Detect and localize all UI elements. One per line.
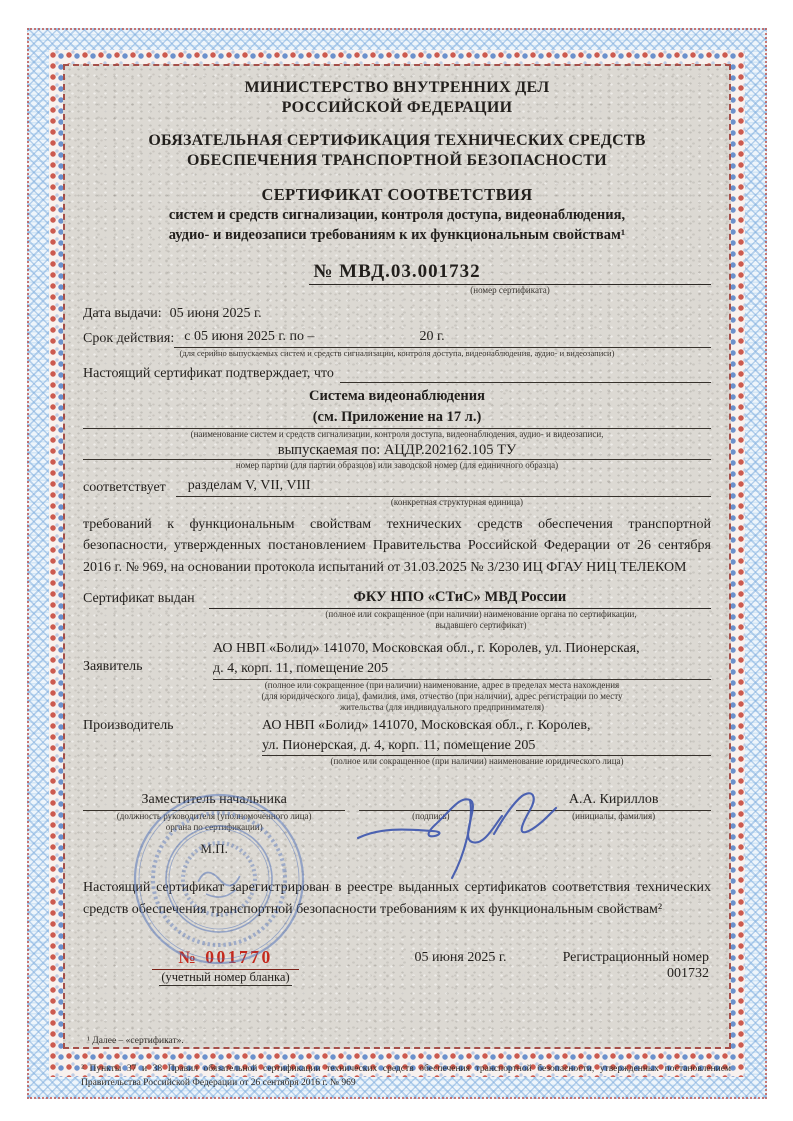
product-annex-note: (см. Приложение на 17 л.): [312, 409, 482, 426]
blank-number-block: [83, 947, 368, 986]
footnote-2: ² Пункты 37 и 38 Правил обязательной сертификации технических средств обеспечения транспортной безопасности, утвержденных постановлением Правительства Российской Федерации от 26 сентября 2016 г. № 969: [81, 1064, 731, 1089]
applicant-value-line2: д. 4, корп. 11, помещение 205: [213, 659, 711, 680]
conforms-value: разделам V, VII, VIII: [187, 477, 311, 493]
issued-by-row: [83, 588, 711, 609]
signatory-name-column: [516, 792, 711, 858]
conforms-row: [83, 477, 711, 497]
validity-blank-gap: [315, 328, 420, 346]
signature-caption: (подпись): [412, 810, 450, 821]
issued-by-value: ФКУ НПО «СТиС» МВД России: [209, 588, 711, 609]
bottom-row: [83, 947, 711, 986]
produced-caption: номер партии (для партии образцов) или заводской номер (для единичного образца): [235, 460, 559, 471]
bottom-date: 05 июня 2025 г.: [414, 949, 507, 965]
issued-by-caption-line2: выдавшего сертификат): [435, 619, 527, 630]
applicant-value-line1: АО НВП «Болид» 141070, Московская обл., г. Королев, ул. Пионерская,: [213, 641, 640, 657]
document-subtitle-line1: систем и средств сигнализации, контроля доступа, видеонаблюдения,: [168, 207, 626, 224]
applicant-caption-line1: (полное или сокращенное (при наличии) наименование, адрес в пределах места нахождения: [264, 679, 620, 690]
applicant-caption-line2: (для юридического лица), фамилия, имя, отчество (при наличии), адрес регистрации по месту: [261, 691, 623, 702]
manufacturer-value-line1: АО НВП «Болид» 141070, Московская обл., г. Королев,: [262, 717, 591, 733]
document-title: СЕРТИФИКАТ СООТВЕТСТВИЯ: [261, 185, 533, 205]
issued-by-caption-line1: (полное или сокращенное (при наличии) наименование органа по сертификации,: [325, 608, 637, 619]
product-caption: (наименование систем и средств сигнализации, контроля доступа, видеонаблюдения, аудио- и видеозаписи,: [190, 429, 604, 440]
validity-caption: (для серийно выпускаемых систем и средств сигнализации, контроля доступа, видеонаблюдения, аудио- и видеозаписи): [179, 347, 615, 358]
signature-column: [359, 792, 516, 858]
registration-number: Регистрационный номер 001732: [562, 949, 709, 981]
validity-from-value: с 05 июня 2025 г. по –: [184, 328, 315, 344]
certification-program-line1: ОБЯЗАТЕЛЬНАЯ СЕРТИФИКАЦИЯ ТЕХНИЧЕСКИХ СРЕДСТВ: [148, 132, 646, 150]
issue-date-row: [83, 305, 711, 323]
signature-line: [359, 792, 502, 811]
applicant-caption-line3: жительства (для индивидуального предпринимателя): [339, 702, 545, 713]
certificate-body: [63, 64, 731, 1049]
signatory-position-caption-line2: органа по сертификации): [165, 821, 263, 832]
issued-by-label: Сертификат выдан: [83, 591, 195, 607]
applicant-label: Заявитель: [83, 659, 143, 675]
registration-paragraph: Настоящий сертификат зарегистрирован в реестре выданных сертификатов соответствия технических средств обеспечения транспортной безопасности требованиям к их функциональным свойствам²: [83, 880, 711, 917]
validity-label: Срок действия:: [83, 330, 175, 346]
applicant-row: [83, 639, 711, 680]
manufacturer-row: [83, 716, 711, 757]
ministry-name-line1: МИНИСТЕРСТВО ВНУТРЕННИХ ДЕЛ: [244, 79, 550, 96]
signatory-position-column: [83, 792, 359, 858]
validity-line: [174, 328, 711, 348]
certificate-number-caption: (номер сертификата): [470, 285, 550, 296]
ministry-name-line2: РОССИЙСКОЙ ФЕДЕРАЦИИ: [281, 98, 513, 116]
validity-year-value: 20 г.: [419, 328, 445, 344]
conforms-label: соответствует: [83, 479, 166, 495]
confirmation-intro-row: [83, 365, 711, 383]
footnote-1: ¹ Далее – «сертификат».: [87, 1036, 184, 1046]
signatory-name-caption: (инициалы, фамилия): [572, 810, 656, 821]
signature-block: [83, 792, 711, 858]
signatory-position-caption-line1: (должность руководителя (уполномоченного лица): [116, 810, 312, 821]
conforms-caption: (конкретная структурная единица): [390, 496, 524, 507]
issue-date-label: Дата выдачи:: [83, 306, 162, 322]
requirements-paragraph: требований к функциональным свойствам технических средств обеспечения транспортной безопасности, утвержденных постановлением Правительства Российской Федерации от 26 сентября 2016 г. № 969, на основании протокола испытаний от 31.03.2025 № 3/230 ИЦ ФГАУ НИЦ ТЕЛЕКОМ: [83, 517, 711, 575]
conforms-line: [176, 477, 711, 497]
manufacturer-caption: (полное или сокращенное (при наличии) наименование юридического лица): [330, 756, 624, 767]
signatory-position-value: Заместитель начальника: [83, 792, 345, 811]
confirmation-intro-text: Настоящий сертификат подтверждает, что: [83, 365, 334, 381]
document-subtitle-line2: аудио- и видеозаписи требованиям к их функциональным свойствам¹: [168, 227, 626, 244]
product-name: Система видеонаблюдения: [309, 388, 485, 405]
blank-serial-number: № 001770: [152, 947, 298, 970]
manufacturer-value: [218, 716, 711, 757]
manufacturer-value-line2: ул. Пионерская, д. 4, корп. 11, помещение 205: [262, 736, 711, 757]
confirmation-blank-line: [340, 365, 711, 383]
produced-by: выпускаемая по: АЦДР.202162.105 ТУ: [277, 442, 517, 459]
validity-row: [83, 328, 711, 348]
seal-place-mark: М.П.: [200, 841, 228, 857]
signatory-name-value: А.А. Кириллов: [516, 792, 711, 811]
security-border-frame: [27, 28, 767, 1099]
certification-program-line2: ОБЕСПЕЧЕНИЯ ТРАНСПОРТНОЙ БЕЗОПАСНОСТИ: [187, 151, 607, 169]
certificate-number: № МВД.03.001732: [313, 261, 481, 283]
manufacturer-label: Производитель: [83, 717, 174, 733]
applicant-value: [193, 639, 711, 680]
blank-number-caption: (учетный номер бланка): [161, 969, 290, 984]
issue-date-value: 05 июня 2025 г.: [169, 306, 262, 322]
